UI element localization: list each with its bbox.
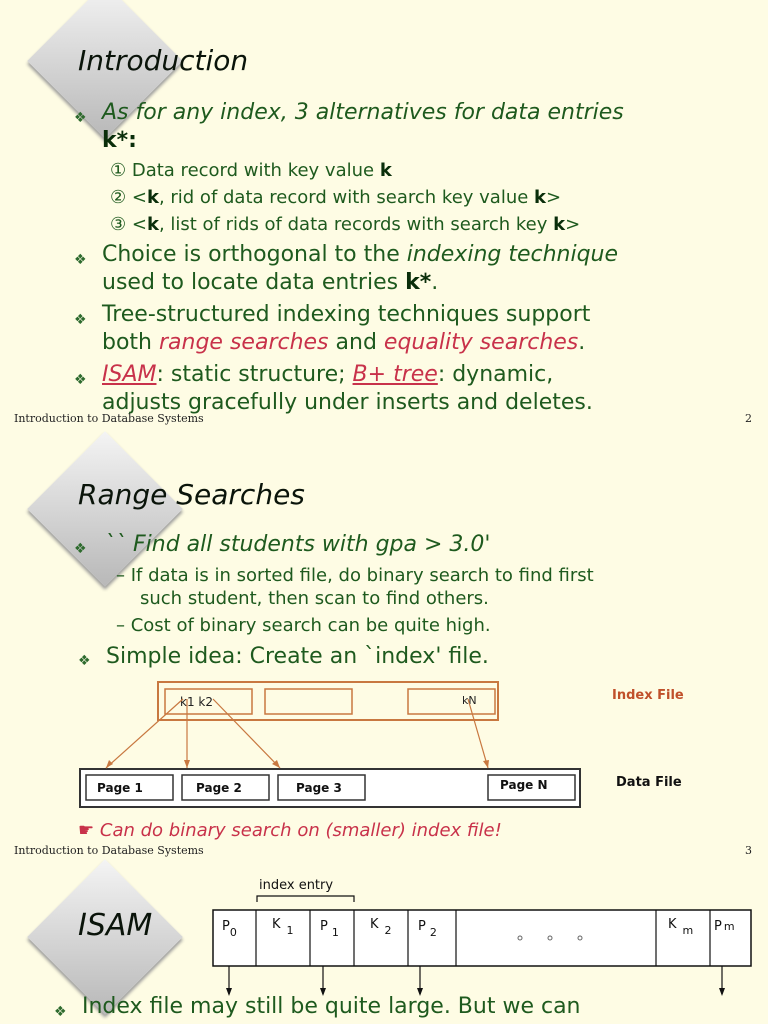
bullet-span: both: [102, 330, 152, 355]
index-keys: k1 k2: [180, 695, 213, 709]
slide-isam: [0, 862, 768, 1024]
bullet-text: [102, 270, 438, 295]
sub-item: such student, then scan to find others.: [140, 588, 489, 609]
page-label: Page 2: [196, 781, 242, 795]
sub-item-text: , list of rids of data records with search key: [158, 214, 548, 235]
index-file-label: Index File: [612, 688, 684, 703]
bullet-icon: ❖: [74, 110, 87, 126]
sub-item: [110, 214, 580, 235]
key-k: k: [146, 187, 159, 208]
bullet-text: `` Find all students with gpa > 3.0': [104, 532, 491, 557]
bullet-span: : dynamic,: [437, 362, 554, 387]
cell-pm: P m: [714, 919, 735, 934]
key-k: k: [534, 187, 547, 208]
bullet-span: Choice is orthogonal to the: [102, 242, 400, 267]
bullet-text: [102, 362, 553, 387]
pointing-hand-icon: ☛: [78, 820, 95, 841]
page-label: Page 3: [296, 781, 342, 795]
note-row: [78, 820, 502, 841]
slide-footer: Introduction to Database Systems: [14, 844, 204, 857]
key-k: k: [146, 214, 159, 235]
slide-range-searches: [0, 432, 768, 862]
page-label: Page N: [500, 778, 548, 792]
bullet-text: k*:: [102, 128, 137, 153]
bullet-span: and: [335, 330, 377, 355]
bullet-span: indexing technique: [406, 242, 619, 267]
key-k: k: [379, 160, 392, 181]
index-block: [408, 689, 495, 714]
bullet-text: Index file may still be quite large. But we can: [82, 994, 581, 1019]
bullet-text: adjusts gracefully under inserts and deletes.: [102, 390, 593, 415]
bullet-icon: ❖: [74, 541, 87, 557]
cell-p1: P $_1$: [320, 919, 339, 939]
isam-index-entry-diagram: [0, 862, 768, 1002]
index-last-key: kN: [462, 694, 477, 707]
cell-p0: $P_0$: [222, 919, 237, 939]
emphasis-text: ISAM: [102, 362, 157, 387]
pointer-arrows: [106, 699, 488, 768]
bullet-text: [102, 330, 585, 355]
sub-item-text: ③ <: [110, 214, 147, 235]
sub-item-text: >: [565, 214, 581, 235]
slide-title: Range Searches: [78, 478, 305, 511]
bullet-icon: ❖: [78, 653, 91, 669]
key-k: k: [553, 214, 566, 235]
slide-footer: Introduction to Database Systems: [14, 412, 204, 425]
sub-item-text: , rid of data record with search key value: [158, 187, 529, 208]
bullet-span: .: [431, 270, 439, 295]
sub-item-text: >: [546, 187, 562, 208]
bullet-icon: ❖: [74, 252, 87, 268]
cell-km: K $_m$: [668, 917, 694, 937]
note-text: Can do binary search on (smaller) index file!: [99, 820, 502, 841]
data-file-label: Data File: [616, 775, 682, 790]
emphasis-text: B+ tree: [352, 362, 438, 387]
bullet-span: .: [578, 330, 586, 355]
bullet-icon: ❖: [54, 1004, 67, 1020]
page-number: 3: [745, 844, 752, 857]
key-k: k*: [405, 270, 432, 295]
sub-item: [110, 187, 561, 208]
cell-k1: K $_1$: [272, 917, 294, 937]
cell-k2: K $_2$: [370, 917, 392, 937]
bullet-text: As for any index, 3 alternatives for data entries: [102, 100, 624, 125]
bullet-span: : static structure;: [156, 362, 346, 387]
bullet-text: Simple idea: Create an `index' file.: [106, 644, 489, 669]
index-block: [265, 689, 352, 714]
slide-title: ISAM: [78, 908, 153, 943]
bullet-icon: ❖: [74, 372, 87, 388]
bullet-icon: ❖: [74, 312, 87, 328]
bullet-span: used to locate data entries: [102, 270, 399, 295]
emphasis-text: equality searches: [383, 330, 579, 355]
page-number: 2: [745, 412, 752, 425]
arrow-heads: [106, 760, 489, 768]
sub-item: [110, 160, 392, 181]
sub-item-text: ① Data record with key value: [110, 160, 375, 181]
index-entry-label: index entry: [259, 878, 334, 893]
pointer-arrows-down: [229, 966, 722, 994]
bullet-text: [102, 242, 618, 267]
slide-title: Introduction: [78, 44, 249, 77]
bullet-text: Tree-structured indexing techniques support: [102, 302, 591, 327]
sub-item: – Cost of binary search can be quite high.: [116, 615, 491, 636]
page-label: Page 1: [97, 781, 143, 795]
sub-item-text: ② <: [110, 187, 147, 208]
sub-item: – If data is in sorted file, do binary search to find first: [116, 565, 594, 586]
cell-p2: P $_2$: [418, 919, 437, 939]
emphasis-text: range searches: [159, 330, 329, 355]
slide-introduction: [0, 0, 768, 432]
